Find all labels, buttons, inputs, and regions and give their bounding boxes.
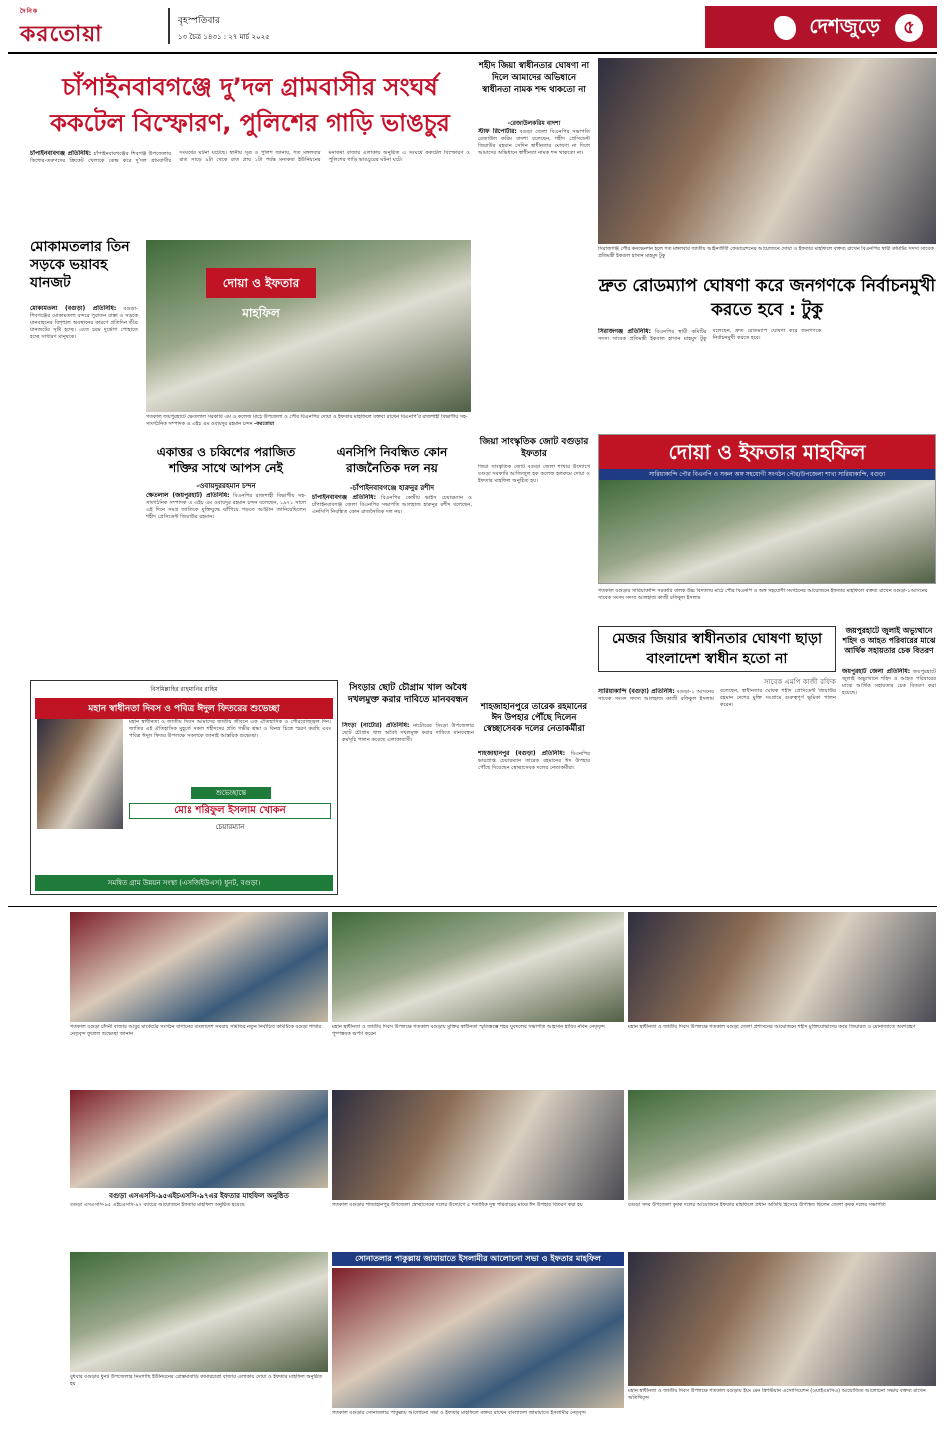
date-line: [178, 13, 270, 43]
gallery-1-2-caption: মহান স্বাধীনতা ও জাতীয় দিবস উপলক্ষে গতকাল বগুড়ায় মুক্তির স্বাধীনতা স্মৃতিস্তম্ভে শহর যুবদলের সভাপতি আহসান হাবিব নবিন নেতৃবৃন্দ পুষ্পস্তবক অর্পণ করেন: [332, 1024, 605, 1037]
ad-org: সমন্বিত গ্রাম উন্নয়ন সংস্থা (এসজিইউএস) ধুনট, বগুড়া।: [35, 875, 333, 891]
page-number: ৫: [895, 14, 923, 42]
independence-ad: [30, 680, 338, 895]
zia-headline: শহীদ জিয়া স্বাধীনতার ঘোষণা না দিলে আমাদের অভিধানে স্বাধীনতা নামক শব্দ থাকতো না: [478, 61, 590, 95]
gallery-2-3-caption: বগুড়া সদর উপজেলা কৃষক দলের আয়োজনে ইফতার মাহফিলে প্রধান অতিথি হিসেবে উপস্থিত ছিলেন জেলা কৃষক দলের সভাপতি: [628, 1202, 886, 1208]
shahjahanpur-body: [478, 750, 590, 898]
gallery-1-2-photo: [332, 912, 624, 1022]
joypurhat-body: [842, 668, 936, 898]
mokamtola-byline: মোকামতলা (বগুড়া) প্রতিনিধি:: [30, 305, 117, 312]
gallery-3-3-photo: [628, 1252, 936, 1386]
ncp-speaker: -চাঁপাইনবাবগঞ্জে হারুনুর রশীদ: [349, 484, 435, 492]
doa-iftar-title: দোয়া ও ইফতার মাহফিল: [599, 435, 935, 469]
zia-byline: স্টাফ রিপোর্টার:: [478, 128, 517, 135]
ad-greeting-label: শুভেচ্ছান্তে: [191, 787, 271, 799]
major-zia-body: [598, 688, 836, 898]
ncp-headline: এনসিপি নিবন্ধিত কোন রাজনৈতিক দল নয়: [336, 445, 448, 475]
ad-top-label: বিসমিল্লাহির রাহমানির রাহিম: [150, 686, 218, 693]
ad-title: মহান স্বাধীনতা দিবস ও পবিত্র ঈদুল ফিতরের শুভেচ্ছা: [35, 698, 333, 719]
joypurhat-headline: জয়পুরহাটে জুলাই অভ্যুত্থানে শহিদ ও আহত পরিবারের মাঝে আর্থিক সহায়তার চেক বিতরণ: [842, 626, 936, 655]
ad-portrait: [37, 719, 123, 829]
ncp-byline: চাঁপাইনবাবগঞ্জ প্রতিনিধি:: [312, 494, 377, 501]
gallery-1-3-photo: [628, 912, 936, 1022]
ekattor-text: বিএনপির রাজশাহী বিভাগীয় সহ-সাংগঠনিক সম্পাদক এ এইচ এম ওবায়দুর রহমান চন্দন বলেছেন, ১৯৭১ সালে এই দিনে সমগ্র জাতিকে মুক্তিযুদ্ধে ঝাঁপিয়ে পড়তে আহ্বান জানিয়েছিলেন শহীদ প্রেসিডেন্ট জিয়াউর রহমান।: [146, 493, 306, 521]
lead-body: [30, 150, 470, 240]
major-zia-headline: মেজর জিয়ার স্বাধীনতার ঘোষণা ছাড়া বাংলাদেশ স্বাধীন হতো না: [598, 626, 836, 672]
top-right-photo: [598, 58, 936, 244]
ad-body: মহান স্বাধীনতা ও জাতীয় দিবস আমাদের জাতীয় জীবনে এক ঐতিহাসিক ও গৌরবোজ্জ্বল দিন। জাতির এই ঐতিহাসিক মুহূর্তে সকল শহীদদের প্রতি গভীর শ্রদ্ধা ও বিনম্র চিত্তে স্মরণ করছি এবং পবিত্র ঈদুল ফিতর উপলক্ষে সকলকে জানাই আন্তরিক শুভেচ্ছা।: [129, 719, 331, 740]
ncp-body: [312, 494, 472, 678]
ekattor-byline: ক্ষেতলাল (জয়পুরহাট) প্রতিনিধি:: [146, 492, 230, 499]
doa-caption-text: গতকাল জয়পুরহাটে ক্ষেতলাল সরকারি এম ও কলেজ মাঠে উপজেলা ও পৌর বিএনপির দোয়া ও ইফতার মাহফিলে বক্তব্য রাখেন বিএনপি’র রাজশাহী বিভাগীয় সহ-সাংগঠনিক সম্পাদক এ এইচ এম ওবায়দুর রহমান চন্দন: [146, 414, 468, 427]
gallery-2-1-headline: বগুড়া এসএসসি-৯৫এইচএসসি-৯৭এর ইফতার মাহফিল অনুষ্ঠিত: [109, 1192, 289, 1200]
doa-photo: [146, 240, 471, 412]
mokamtola-body: [30, 305, 138, 705]
tuku-text: বিএনপির স্থায়ী কমিটির সদস্য সাবেক প্রতিমন্ত্রী ইকবাল হাসান মাহমুদ টুকু বলেছেন, দ্রুত রোডম্যাপ ঘোষণা করে জনগণকে নির্বাচনমুখী করতে হবে।: [598, 328, 822, 343]
major-zia-speaker: সাবেক এমপি কাজী রফিক: [764, 678, 836, 686]
date-sub: ১৩ চৈত্র ১৪৩১ : ২৭ মার্চ ২০২৫: [178, 33, 270, 41]
gallery-2-2-caption: গতকাল বগুড়ার শাজাহানপুর উপজেলা স্বেচ্ছাসেবক দলের উদ্যোগে ৫ শতাধিক দুস্থ পরিবারের মাঝে ঈদ উপহার বিতরণ করা হয়: [332, 1202, 583, 1208]
major-zia-text: বগুড়া-১ আসনের সাবেক সংসদ সদস্য আলহাজ কাজী রফিকুল ইসলাম বলেছেন, স্বাধীনতার ঘোষক শহীদ প্রেসিডেন্ট জিয়াউর রহমান দেশের মুক্তি সংগ্রামে গুরুত্বপূর্ণ ভূমিকা পালন করেন।: [598, 688, 836, 709]
joypurhat-byline: জয়পুরহাট জেলা প্রতিনিধি:: [842, 668, 911, 675]
mokamtola-headline: মোকামতলার তিন সড়কে ভয়াবহ যানজট: [30, 239, 130, 291]
tuku-byline: সিরাজগঞ্জ প্রতিনিধি:: [598, 328, 651, 335]
gallery-3-1-photo: [70, 1252, 328, 1372]
zia-body: [478, 128, 590, 430]
lead-headline-1: চাঁপাইনবাবগঞ্জে দু’দল গ্রামবাসীর সংঘর্ষ: [62, 73, 438, 101]
section-name: দেশজুড়ে: [809, 14, 881, 38]
shahjahanpur-byline: শাহজাহানপুর (বগুড়া) প্রতিনিধি:: [478, 750, 566, 757]
doa-iftar-ad: [598, 434, 936, 584]
masthead-logo: [20, 6, 103, 54]
shahjahanpur-headline: শাহজাহানপুরে তারেক রহমানের ঈদ উপহার পৌঁছে দিলেন স্বেচ্ছাসেবক দলের নেতাকর্মীরা: [480, 702, 588, 734]
doa-iftar-caption: গতকাল বগুড়ার সারিয়াকান্দি সরকারি বালক উচ্চ বিদ্যালয় মাঠে পৌর বিএনপি ও অঙ্গ সহযোগী সংগঠনের আয়োজনে ইফতার মাহফিলে বক্তব্য রাখেন বগুড়া-১আসনের সাবেক সংসদ সদস্য আলহাজ কাজী রফিকুল ইসলাম: [598, 588, 928, 601]
ad-name: মোঃ শরিফুল ইসলাম খোকন: [129, 803, 331, 819]
gallery-3-2-headline: সোনাতলার পাকুল্লায় জামায়াতে ইসলামীর আলোচনা সভা ও ইফতার মাহফিল: [332, 1252, 624, 1266]
gallery-2-2-photo: [332, 1090, 624, 1200]
gallery-2-1-photo: [70, 1090, 328, 1188]
doa-credit: -করতোয়া: [254, 420, 275, 427]
shahjahanpur-text: বিএনপির ভারপ্রাপ্ত চেয়ারম্যান তারেক রহমানের ঈদ উপহার পৌঁছে দিয়েছেন স্বেচ্ছাসেবক দলের নেতাকর্মীরা।: [478, 751, 590, 772]
major-zia-byline: সারিয়াকান্দি (বগুড়া) প্রতিনিধি:: [598, 688, 675, 695]
gallery-3-2-caption: গতকাল বগুড়ার সোনাতলার পাকুল্লায় আলোচনা সভা ও ইফতার মাহফিলে বক্তব্য রাখেন বাংলাদেশ জামায়াতে ইসলামীর নেতৃবৃন্দ: [332, 1410, 586, 1416]
tuku-body: [598, 328, 936, 428]
gallery-3-1-caption: বুধবার বগুড়ার ধুনট উপজেলার নিমগাছি ইউনিয়নের রোস্তমাবাড়ি কামারচাত্রা বাজার এলাকায় দোয়া ও ইফতার মাহফিল অনুষ্ঠিত হয়: [70, 1374, 323, 1387]
paper-prefix: দৈনিক: [20, 8, 39, 15]
top-right-caption: সিরাজগঞ্জ পৌর কনভেনশন হলে গত মঙ্গলবার জাতীয় আইনজীবী ফেডারেশনের আয়োজনে দোয়া ও ইফতার মাহফিলে বক্তব্য রাখেন বিএনপির স্থায়ী কমিটির সদস্য সাবেক প্রতিমন্ত্রী ইকবাল হাসান মাহমুদ টুকু: [598, 246, 934, 259]
gallery-1-1-caption: গতকাল বগুড়া চাঁদনী বাজার আবুর মার্কেটের সংগঠন বাগানের বাংলাদেশ সমবায় সমিতির নতুন নির্বাচিত কমিটিকে বগুড়া শাখার নেতৃবৃন্দ ফুলেল শুভেচ্ছা জানান: [70, 1024, 322, 1037]
gallery-1-1-photo: [70, 912, 328, 1022]
zia-jote-headline: জিয়া সাংস্কৃতিক জোট বগুড়ার ইফতার: [479, 437, 589, 459]
canal-byline: সিংড়া (নাটোর) প্রতিনিধি:: [342, 722, 410, 729]
canal-headline: সিংড়ার ছোট চৌগ্রাম খাল অবৈধ দখলমুক্ত করার দাবিতে মানববন্ধন: [347, 683, 469, 705]
zia-jote-body: জিয়া সাংস্কৃতিক জোট বগুড়া জেলা শাখার উদ্যোগে বগুড়া সরকারি আজিজুল হক কলেজ হলরুমে দোয়া ও ইফতার মাহফিল অনুষ্ঠিত হয়।: [478, 464, 590, 485]
lead-text: চাঁপাইনবাবগঞ্জের শিবগঞ্জ উপজেলায় কিশোর-তরুণদের ক্রিকেট খেলাকে কেন্দ্র করে দু’দল গ্রামবাসীর সংঘর্ষের ঘটনা ঘটেছে। স্থানীয় সূত্র ও পুলিশ জানায়, গত মঙ্গলবার রাত সাড়ে ৯টা থেকে রাত প্রায় ১টা পর্যন্ত মনাকষা ইউনিয়নের মনাকষা বাজার এলাকায় অনুষ্ঠিত এ সংঘর্ষে ককটেল বিস্ফোরণ ও পুলিশের গাড়ি ভাঙচুরের ঘটনা ঘটে।: [30, 150, 470, 165]
gallery-1-3-caption: মহান স্বাধীনতা ও জাতীয় দিবস উপলক্ষে গতকাল বগুড়া জেলা প্রশাসনের আয়োজনে শহীদ মুক্তিযোদ্ধাদের কবর জিয়ারত ও মোনাজাতে অংশগ্রহণ: [628, 1024, 916, 1030]
joypurhat-text: জয়পুরহাটে জুলাই অভ্যুত্থানে শহিদ ও আহত পরিবারের মাঝে আর্থিক সহায়তার চেক বিতরণ করা হয়েছে।: [842, 669, 936, 697]
gallery-3-3-caption: মহান স্বাধীনতা ও জাতীয় দিবস উপলক্ষে গতকাল বগুড়ায় ইয়ং মেন ক্রিস্টিয়ান এসোসিয়েশন (ওয়াইএমসিএ) আয়োজিত আলোচনা সভায় বক্তব্য রাখেন অতিথিবৃন্দ: [628, 1388, 926, 1401]
mokamtola-headline-box: [30, 238, 140, 308]
ad-designation: চেয়ারম্যান: [215, 823, 245, 831]
gallery-2-1-caption: বগুড়া এসএসসি-৯৫ এইচএসসি-৯৭ ব্যাচের আয়োজনে ইফতার মাহফিল অনুষ্ঠিত হয়েছে: [70, 1202, 245, 1208]
paper-name: করতোয়া: [20, 22, 103, 47]
gallery-rule: [8, 906, 937, 907]
ncp-text: বিএনপির কেন্দ্রীয় ভাইস চেয়ারম্যান ও চাঁপাইনবাবগঞ্জ জেলা বিএনপির সভাপতি আলহাজ হারুনুর রশীদ বলেছেন, এনসিপি নিবন্ধিত কোন রাজনৈতিক দল নয়।: [312, 495, 472, 516]
doa-banner: দোয়া ও ইফতার মাহফিল: [206, 268, 316, 298]
bangladesh-map-icon: [774, 16, 796, 40]
doa-caption: [146, 414, 471, 436]
masthead-rule: [8, 52, 937, 54]
doa-iftar-photo: [599, 480, 935, 583]
ekattor-headline: একাত্তর ও চব্বিশের পরাজিত শক্তির সাথে আপস নেই: [156, 445, 296, 475]
canal-text: নাটোরের সিংড়া উপজেলার ছোট চৌগ্রাম খাল অবৈধ দখলমুক্ত করার দাবিতে মানববন্ধন কর্মসূচি পালন করেছে এলাকাবাসী।: [342, 723, 474, 744]
zia-speaker: -রেজাউলকরিম বাদশা: [507, 120, 561, 127]
masthead-divider: [168, 8, 170, 44]
mokamtola-text: বগুড়া-শিবগঞ্জের মোকামতলা বন্দরে পুরাতন রাস্তা ও সড়কে যানবাহনের বিশৃঙ্খল অবস্থানের কারণে প্রতিদিন তীব্র যানজটের সৃষ্টি হচ্ছে। এতে চরম দুর্ভোগ পোহাতে হচ্ছে সাধারণ মানুষকে।: [30, 306, 138, 341]
tuku-headline: দ্রুত রোডম্যাপ ঘোষণা করে জনগণকে নির্বাচনমুখী করতে হবে : টুকু: [598, 276, 936, 320]
weekday: বৃহস্পতিবার: [178, 16, 220, 26]
zia-text: বগুড়া জেলা বিএনপির সভাপতি রেজাউল করিম বাদশা বলেছেন, শহীদ প্রেসিডেন্ট জিয়াউর রহমান সেদিন স্বাধীনতার ঘোষণা না দিলে আমাদের অভিধানে স্বাধীনতা নামক শব্দ থাকতো না।: [478, 129, 590, 157]
ekattor-body: [146, 492, 306, 678]
canal-body: [342, 722, 474, 894]
lead-headline-2: ককটেল বিস্ফোরণ, পুলিশের গাড়ি ভাঙচুর: [50, 109, 450, 137]
ekattor-speaker: -ওবায়দুররহমান চন্দন: [196, 482, 256, 490]
section-badge: [705, 6, 937, 48]
gallery-3-2-photo: [332, 1268, 624, 1408]
doa-iftar-sub: সারিয়াকান্দি পৌর বিএনপি ও সকল অঙ্গ সহযোগী সংগঠন পৌর/উপজেলা শাখা সারিয়াকান্দি, বগুড়া: [599, 469, 935, 480]
lead-byline: চাঁপাইনবাবগঞ্জ প্রতিনিধি:: [30, 150, 92, 157]
gallery-2-3-photo: [628, 1090, 936, 1200]
